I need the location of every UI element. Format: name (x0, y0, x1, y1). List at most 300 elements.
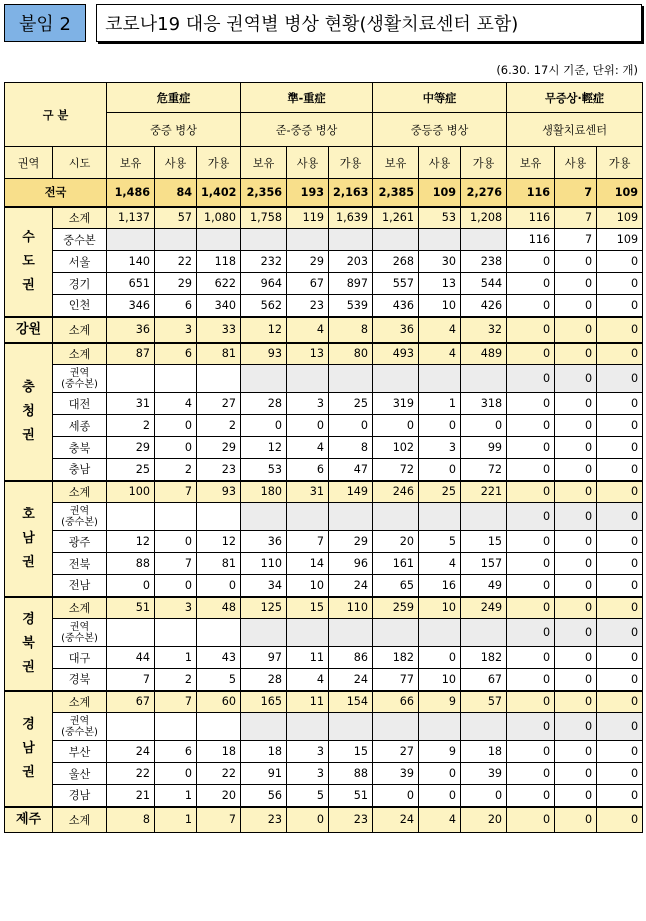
table-cell: 3 (419, 437, 461, 459)
table-cell: 18 (197, 741, 241, 763)
table-cell: 29 (107, 437, 155, 459)
table-cell: 0 (507, 553, 555, 575)
table-cell (155, 503, 197, 531)
table-cell: 0 (555, 295, 597, 317)
table-cell: 7 (155, 481, 197, 503)
table-cell: 81 (197, 553, 241, 575)
city-label: 권역 (중수본) (53, 503, 107, 531)
region-label: 강원 (5, 317, 53, 343)
city-label: 울산 (53, 763, 107, 785)
table-cell (287, 365, 329, 393)
table-cell: 12 (107, 531, 155, 553)
table-cell: 0 (555, 763, 597, 785)
table-cell: 1 (419, 393, 461, 415)
table-cell: 3 (155, 597, 197, 619)
table-cell: 0 (419, 415, 461, 437)
table-cell: 7 (155, 691, 197, 713)
table-cell: 0 (597, 741, 643, 763)
table-row (5, 691, 643, 713)
table-row (5, 393, 643, 415)
table-cell: 493 (373, 343, 419, 365)
city-label: 충남 (53, 459, 107, 481)
table-cell (329, 619, 373, 647)
table-cell: 346 (107, 295, 155, 317)
table-cell: 30 (419, 251, 461, 273)
table-cell: 88 (107, 553, 155, 575)
table-cell (241, 619, 287, 647)
table-cell (155, 365, 197, 393)
table-cell: 157 (461, 553, 507, 575)
table-cell: 110 (329, 597, 373, 619)
table-cell: 116 (507, 207, 555, 229)
table-cell: 426 (461, 295, 507, 317)
col-used: 사용 (555, 147, 597, 179)
table-cell: 0 (155, 575, 197, 597)
table-cell: 562 (241, 295, 287, 317)
table-cell: 0 (555, 531, 597, 553)
table-cell: 4 (287, 437, 329, 459)
table-cell: 539 (329, 295, 373, 317)
table-cell: 0 (597, 251, 643, 273)
table-cell: 118 (197, 251, 241, 273)
table-cell: 0 (287, 415, 329, 437)
table-cell: 4 (419, 553, 461, 575)
category-header: 구 분 (5, 83, 107, 147)
table-cell: 12 (241, 437, 287, 459)
group-header: 中等症 (373, 83, 507, 113)
table-cell: 319 (373, 393, 419, 415)
table-cell (461, 365, 507, 393)
table-cell (329, 503, 373, 531)
table-cell: 13 (419, 273, 461, 295)
table-cell: 0 (507, 503, 555, 531)
table-cell: 57 (155, 207, 197, 229)
table-cell: 0 (597, 763, 643, 785)
table-cell: 1,639 (329, 207, 373, 229)
table-cell (197, 619, 241, 647)
table-cell (107, 503, 155, 531)
table-cell: 33 (197, 317, 241, 343)
table-cell (107, 619, 155, 647)
table-cell: 1,758 (241, 207, 287, 229)
table-cell: 4 (155, 393, 197, 415)
table-cell: 20 (461, 807, 507, 833)
table-row (5, 207, 643, 229)
table-cell: 0 (597, 503, 643, 531)
table-cell (287, 713, 329, 741)
table-row (5, 317, 643, 343)
table-cell: 109 (419, 179, 461, 207)
table-cell: 0 (507, 273, 555, 295)
bed-status-table (4, 82, 643, 833)
table-cell: 0 (507, 807, 555, 833)
table-cell: 119 (287, 207, 329, 229)
table-cell: 0 (329, 415, 373, 437)
table-cell (329, 229, 373, 251)
col-used: 사용 (419, 147, 461, 179)
table-cell: 0 (597, 343, 643, 365)
table-cell: 489 (461, 343, 507, 365)
table-cell: 268 (373, 251, 419, 273)
table-cell: 2 (155, 459, 197, 481)
table-cell (373, 229, 419, 251)
table-cell: 1,137 (107, 207, 155, 229)
group-header: 危重症 (107, 83, 241, 113)
table-cell: 31 (107, 393, 155, 415)
table-cell (419, 503, 461, 531)
region-label: 호 남 권 (5, 481, 53, 597)
table-cell: 544 (461, 273, 507, 295)
table-cell: 10 (287, 575, 329, 597)
table-cell: 0 (507, 575, 555, 597)
table-cell: 23 (329, 807, 373, 833)
table-cell: 109 (597, 179, 643, 207)
table-cell (373, 365, 419, 393)
table-cell: 0 (461, 785, 507, 807)
table-cell (373, 713, 419, 741)
table-cell: 0 (507, 669, 555, 691)
group-subheader: 생활치료센터 (507, 113, 643, 147)
table-cell: 67 (287, 273, 329, 295)
col-held: 보유 (241, 147, 287, 179)
table-cell: 964 (241, 273, 287, 295)
table-row (5, 763, 643, 785)
unit-note: (6.30. 17시 기준, 단위: 개) (496, 63, 638, 77)
table-cell: 6 (155, 741, 197, 763)
table-cell: 0 (507, 251, 555, 273)
table-cell: 318 (461, 393, 507, 415)
table-cell: 29 (329, 531, 373, 553)
table-cell: 51 (107, 597, 155, 619)
city-label: 소계 (53, 481, 107, 503)
table-cell (197, 365, 241, 393)
table-cell: 109 (597, 207, 643, 229)
region-label: 경 남 권 (5, 691, 53, 807)
table-cell: 1 (155, 807, 197, 833)
city-label: 중수본 (53, 229, 107, 251)
table-cell: 182 (373, 647, 419, 669)
table-cell: 36 (373, 317, 419, 343)
table-cell (461, 503, 507, 531)
table-cell: 0 (197, 575, 241, 597)
table-cell: 2,385 (373, 179, 419, 207)
table-cell: 0 (507, 343, 555, 365)
table-cell: 116 (507, 179, 555, 207)
table-cell: 0 (555, 785, 597, 807)
table-row (5, 713, 643, 741)
table-cell: 77 (373, 669, 419, 691)
city-label: 경남 (53, 785, 107, 807)
table-cell (107, 365, 155, 393)
table-cell: 0 (419, 785, 461, 807)
table-cell (419, 365, 461, 393)
table-cell: 0 (555, 619, 597, 647)
table-cell: 0 (597, 531, 643, 553)
table-cell: 436 (373, 295, 419, 317)
table-cell: 340 (197, 295, 241, 317)
table-row (5, 251, 643, 273)
table-cell: 0 (507, 713, 555, 741)
table-cell: 0 (507, 531, 555, 553)
table-row (5, 437, 643, 459)
table-row (5, 295, 643, 317)
table-cell (155, 229, 197, 251)
table-cell: 0 (555, 597, 597, 619)
table-cell: 65 (373, 575, 419, 597)
table-cell: 0 (507, 785, 555, 807)
table-cell: 109 (597, 229, 643, 251)
table-cell (419, 619, 461, 647)
table-cell: 15 (287, 597, 329, 619)
table-cell: 0 (507, 763, 555, 785)
table-cell: 2 (197, 415, 241, 437)
table-cell: 0 (597, 785, 643, 807)
table-row (5, 669, 643, 691)
table-cell: 3 (155, 317, 197, 343)
table-cell: 7 (555, 207, 597, 229)
table-cell: 897 (329, 273, 373, 295)
group-subheader: 중증 병상 (107, 113, 241, 147)
table-cell: 238 (461, 251, 507, 273)
table-row (5, 575, 643, 597)
city-label: 권역 (중수본) (53, 365, 107, 393)
table-cell: 0 (555, 273, 597, 295)
table-cell: 259 (373, 597, 419, 619)
table-cell: 53 (241, 459, 287, 481)
city-label: 세종 (53, 415, 107, 437)
table-cell: 57 (461, 691, 507, 713)
document-header (4, 4, 642, 44)
region-label: 수 도 권 (5, 207, 53, 317)
table-cell: 29 (197, 437, 241, 459)
table-cell: 51 (329, 785, 373, 807)
table-cell: 0 (555, 481, 597, 503)
table-cell: 24 (373, 807, 419, 833)
table-cell: 7 (555, 229, 597, 251)
table-row (5, 415, 643, 437)
group-header: 準-重症 (241, 83, 373, 113)
table-cell: 102 (373, 437, 419, 459)
table-cell: 10 (419, 669, 461, 691)
table-cell: 8 (329, 437, 373, 459)
col-available: 가용 (197, 147, 241, 179)
table-cell: 0 (419, 459, 461, 481)
col-available: 가용 (597, 147, 643, 179)
city-label: 전남 (53, 575, 107, 597)
table-cell: 7 (555, 179, 597, 207)
table-cell: 2,163 (329, 179, 373, 207)
table-cell: 0 (373, 415, 419, 437)
group-subheader: 준-중증 병상 (241, 113, 373, 147)
table-cell: 88 (329, 763, 373, 785)
table-cell (241, 365, 287, 393)
table-cell: 28 (241, 393, 287, 415)
city-label: 권역 (중수본) (53, 619, 107, 647)
table-cell: 0 (555, 459, 597, 481)
table-row (5, 619, 643, 647)
table-cell: 0 (555, 807, 597, 833)
table-body (5, 179, 643, 833)
table-cell: 0 (555, 393, 597, 415)
table-cell (329, 713, 373, 741)
table-cell (197, 713, 241, 741)
table-cell (287, 619, 329, 647)
table-cell: 5 (419, 531, 461, 553)
table-cell: 87 (107, 343, 155, 365)
table-cell: 53 (419, 207, 461, 229)
table-row (5, 597, 643, 619)
table-cell: 8 (107, 807, 155, 833)
table-cell: 72 (461, 459, 507, 481)
table-cell: 1,486 (107, 179, 155, 207)
table-cell: 16 (419, 575, 461, 597)
col-held: 보유 (373, 147, 419, 179)
table-cell: 4 (419, 317, 461, 343)
table-cell: 3 (287, 741, 329, 763)
table-cell: 80 (329, 343, 373, 365)
table-cell: 7 (107, 669, 155, 691)
col-used: 사용 (155, 147, 197, 179)
table-cell: 0 (507, 295, 555, 317)
table-cell: 10 (419, 295, 461, 317)
table-cell (419, 713, 461, 741)
table-cell: 23 (287, 295, 329, 317)
city-label: 부산 (53, 741, 107, 763)
table-cell (287, 229, 329, 251)
table-cell: 100 (107, 481, 155, 503)
region-label: 경 북 권 (5, 597, 53, 691)
table-cell: 0 (597, 575, 643, 597)
table-cell: 0 (507, 317, 555, 343)
table-cell: 2,276 (461, 179, 507, 207)
table-cell: 34 (241, 575, 287, 597)
table-cell: 116 (507, 229, 555, 251)
table-cell: 4 (419, 807, 461, 833)
table-cell: 0 (241, 415, 287, 437)
table-cell: 28 (241, 669, 287, 691)
table-cell: 0 (555, 647, 597, 669)
table-cell: 0 (597, 365, 643, 393)
table-cell: 0 (597, 619, 643, 647)
table-cell: 21 (107, 785, 155, 807)
city-label: 전북 (53, 553, 107, 575)
table-cell: 97 (241, 647, 287, 669)
table-cell: 0 (507, 459, 555, 481)
table-cell: 93 (241, 343, 287, 365)
table-cell: 48 (197, 597, 241, 619)
table-cell: 14 (287, 553, 329, 575)
city-label: 소계 (53, 597, 107, 619)
table-cell: 5 (287, 785, 329, 807)
table-cell: 93 (197, 481, 241, 503)
table-cell (461, 619, 507, 647)
table-cell (287, 503, 329, 531)
table-cell: 1,261 (373, 207, 419, 229)
table-cell: 99 (461, 437, 507, 459)
table-cell: 557 (373, 273, 419, 295)
table-cell: 27 (197, 393, 241, 415)
table-cell: 4 (287, 669, 329, 691)
city-label: 충북 (53, 437, 107, 459)
city-label: 경북 (53, 669, 107, 691)
table-cell: 0 (555, 317, 597, 343)
col-used: 사용 (287, 147, 329, 179)
table-row (5, 647, 643, 669)
table-cell: 0 (597, 553, 643, 575)
table-cell: 4 (419, 343, 461, 365)
table-cell (155, 619, 197, 647)
table-row-national (5, 179, 643, 207)
table-cell: 6 (287, 459, 329, 481)
table-row (5, 459, 643, 481)
table-cell: 0 (507, 415, 555, 437)
table-cell: 0 (555, 553, 597, 575)
col-held: 보유 (107, 147, 155, 179)
table-cell (241, 503, 287, 531)
table-cell: 67 (461, 669, 507, 691)
table-cell: 22 (197, 763, 241, 785)
table-cell (241, 229, 287, 251)
col-available: 가용 (329, 147, 373, 179)
table-cell: 0 (507, 437, 555, 459)
region-label: 제주 (5, 807, 53, 833)
group-subheader: 중등증 병상 (373, 113, 507, 147)
table-cell: 0 (597, 273, 643, 295)
table-cell: 0 (155, 531, 197, 553)
table-cell (461, 229, 507, 251)
table-cell: 0 (507, 365, 555, 393)
table-cell: 36 (107, 317, 155, 343)
table-cell: 0 (555, 343, 597, 365)
city-label: 대전 (53, 393, 107, 415)
table-cell: 8 (329, 317, 373, 343)
table-cell: 0 (597, 597, 643, 619)
table-cell: 1 (155, 647, 197, 669)
city-label: 소계 (53, 207, 107, 229)
city-label: 소계 (53, 343, 107, 365)
col-available: 가용 (461, 147, 507, 179)
table-cell: 10 (419, 597, 461, 619)
table-cell: 0 (507, 597, 555, 619)
table-cell: 23 (241, 807, 287, 833)
table-cell: 18 (461, 741, 507, 763)
table-cell: 44 (107, 647, 155, 669)
table-cell: 232 (241, 251, 287, 273)
table-cell (155, 713, 197, 741)
table-cell: 0 (507, 481, 555, 503)
table-cell (107, 713, 155, 741)
table-cell: 1,208 (461, 207, 507, 229)
table-cell: 0 (507, 691, 555, 713)
table-cell: 0 (555, 365, 597, 393)
table-cell: 0 (507, 619, 555, 647)
table-row (5, 229, 643, 251)
table-cell (197, 229, 241, 251)
table-cell: 24 (329, 575, 373, 597)
table-cell: 96 (329, 553, 373, 575)
table-cell: 0 (555, 251, 597, 273)
table-cell: 0 (597, 295, 643, 317)
table-cell (373, 619, 419, 647)
table-row (5, 503, 643, 531)
table-cell: 47 (329, 459, 373, 481)
table-cell: 24 (107, 741, 155, 763)
table-cell: 36 (241, 531, 287, 553)
table-cell: 2,356 (241, 179, 287, 207)
table-cell: 67 (107, 691, 155, 713)
table-cell: 0 (555, 415, 597, 437)
table-cell: 72 (373, 459, 419, 481)
